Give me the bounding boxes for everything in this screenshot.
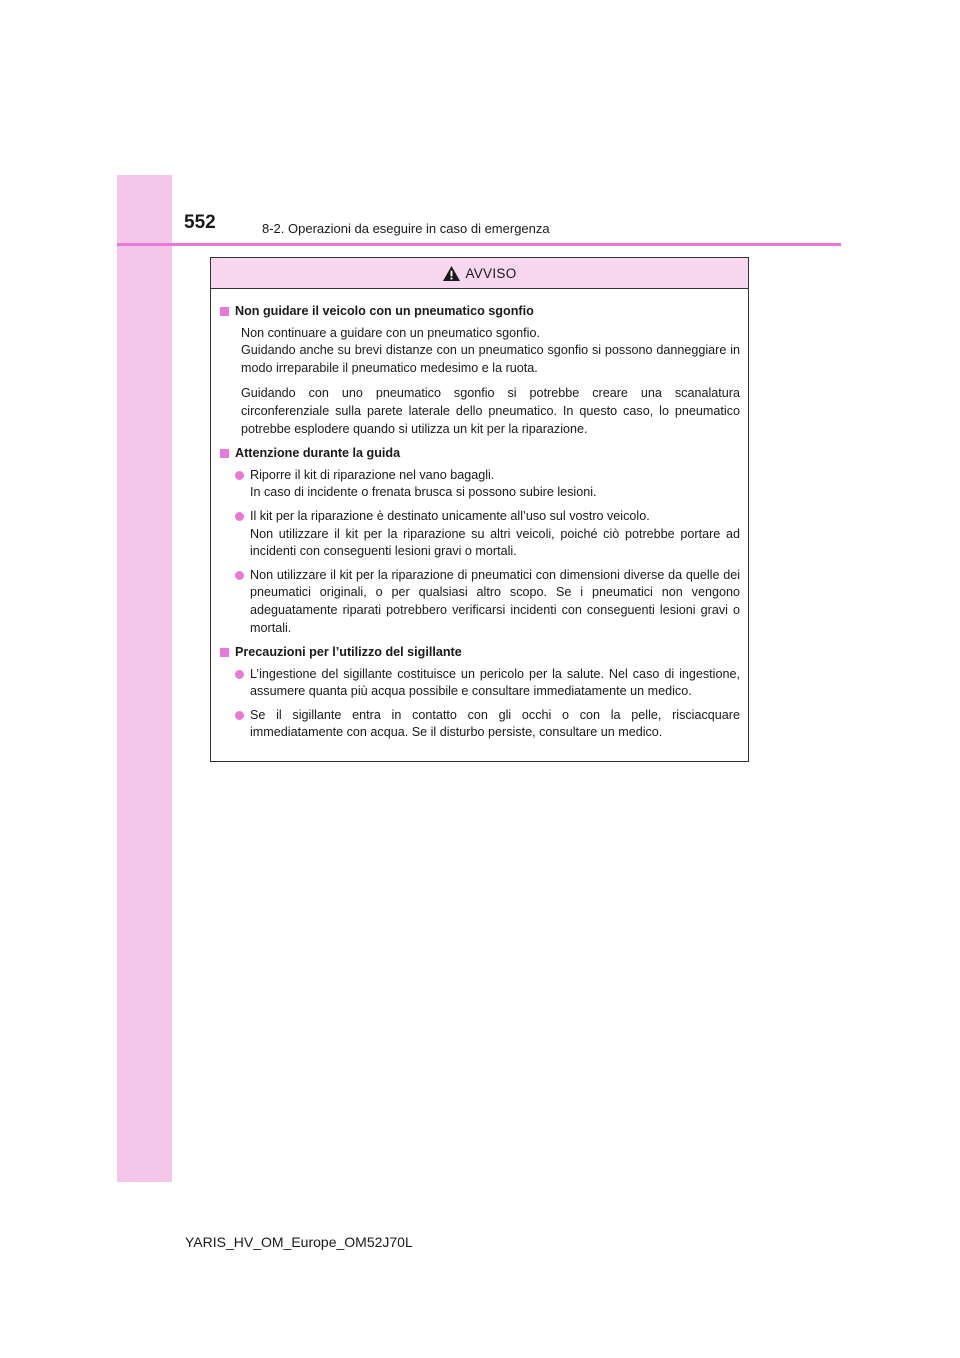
header-rule — [117, 243, 841, 246]
list-item-text: L’ingestione del sigillante costituisce un pericolo per la salute. Nel caso di ingestione, assumere quanta più acqua possibile e consultare immediatamente un medico. — [250, 666, 740, 699]
warning-header — [211, 258, 748, 289]
warning-item-sealant — [220, 644, 740, 742]
paragraph: Guidando con uno pneumatico sgonfio si potrebbe creare una scanalatura circonferenziale sulla parete laterale dello pneumatico. In questo caso, lo pneumatico potrebbe esplodere quando si utilizza un kit per la riparazione. — [241, 386, 740, 436]
list-item — [235, 567, 740, 637]
item-title: Attenzione durante la guida — [220, 445, 740, 463]
round-bullet-icon — [235, 711, 244, 720]
page-number: 552 — [184, 212, 216, 233]
round-bullet-icon — [235, 670, 244, 679]
document-code: YARIS_HV_OM_Europe_OM52J70L — [185, 1234, 413, 1250]
list-item-text: Il kit per la riparazione è destinato unicamente all’uso sul vostro veicolo. Non utilizzare il kit per la riparazione su altri veicoli, poiché ciò potrebbe portare ad incidenti con conseguenti lesioni gravi o mortali. — [250, 508, 740, 559]
warning-item-driving — [220, 445, 740, 637]
list-item-text: Riporre il kit di riparazione nel vano bagagli. In caso di incidente o frenata brusca si possono subire lesioni. — [250, 467, 597, 500]
item-title: Non guidare il veicolo con un pneumatico sgonfio — [220, 303, 740, 321]
warning-triangle-icon — [442, 265, 461, 282]
square-bullet-icon — [220, 307, 229, 316]
warning-label: AVVISO — [465, 265, 517, 281]
side-color-band — [117, 175, 172, 1182]
warning-box — [210, 257, 749, 762]
round-bullet-icon — [235, 512, 244, 521]
item-title: Precauzioni per l’utilizzo del sigillante — [220, 644, 740, 662]
square-bullet-icon — [220, 648, 229, 657]
section-title: 8-2. Operazioni da eseguire in caso di emergenza — [262, 221, 550, 236]
list-item-text: Se il sigillante entra in contatto con gli occhi o con la pelle, risciacquare immediatamente con acqua. Se il disturbo persiste, consultare un medico. — [250, 707, 740, 740]
list-item — [235, 467, 740, 502]
paragraph: Non continuare a guidare con un pneumatico sgonfio. Guidando anche su brevi distanze con un pneumatico sgonfio si possono danneggiare in modo irreparabile il pneumatico medesimo e la ruota. — [241, 325, 740, 375]
round-bullet-icon — [235, 471, 244, 480]
list-item — [235, 508, 740, 561]
list-item — [235, 666, 740, 701]
list-item — [235, 707, 740, 742]
list-item-text: Non utilizzare il kit per la riparazione di pneumatici con dimensioni diverse da quelle dei pneumatici originali, o per qualsiasi altro scopo. Se i pneumatici non vengono adeguatamente riparati potrebbero verificarsi incidenti con conseguenti lesioni gravi o mortali. — [250, 567, 740, 635]
warning-body — [211, 289, 748, 742]
round-bullet-icon — [235, 571, 244, 580]
warning-item-flat-tire — [220, 303, 740, 438]
square-bullet-icon — [220, 449, 229, 458]
